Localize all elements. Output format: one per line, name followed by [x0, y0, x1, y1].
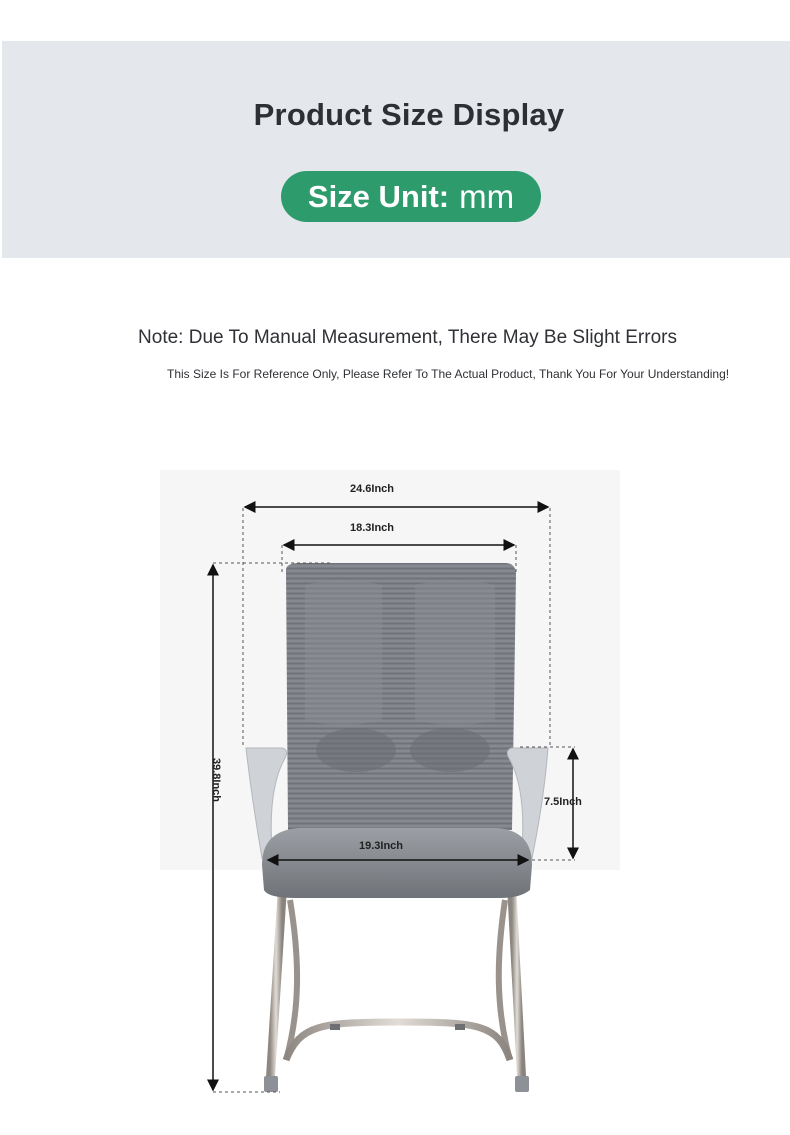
total-height-label: 39.8Inch: [210, 758, 222, 803]
overall-width-label: 24.6Inch: [350, 483, 395, 495]
reference-note: This Size Is For Reference Only, Please Refer To The Actual Product, Thank You For Your Understanding!: [167, 367, 730, 381]
armrest-height-label: 7.5Inch: [544, 796, 582, 808]
seat-width-label: 19.3Inch: [359, 840, 404, 852]
size-unit-value: mm: [459, 177, 515, 215]
chair-seat: [262, 828, 532, 898]
size-unit-label: Size Unit:: [307, 178, 450, 214]
chair-backrest: [286, 563, 516, 830]
page-title: Product Size Display: [253, 97, 565, 132]
chair-base: [264, 895, 529, 1092]
back-width-label: 18.3Inch: [350, 522, 395, 534]
measurement-note: Note: Due To Manual Measurement, There May Be Slight Errors: [138, 327, 677, 348]
